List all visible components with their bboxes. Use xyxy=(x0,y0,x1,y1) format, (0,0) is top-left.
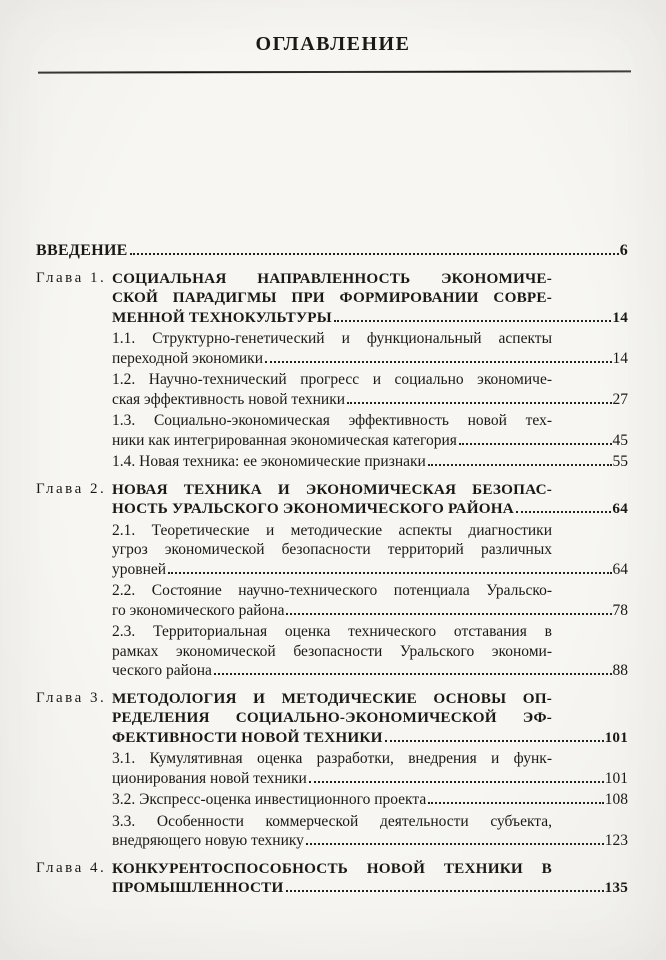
toc-entry-indent xyxy=(36,622,112,681)
toc-entry-body xyxy=(112,329,628,368)
toc-entry-line: внедряющего новую технику xyxy=(112,832,304,849)
toc-entry-indent xyxy=(36,411,112,450)
toc-entry-line: го экономического района xyxy=(112,601,285,619)
toc-entry-line: 1.2. Научно-технический прогресс и социально экономиче- xyxy=(112,371,552,388)
page-number: 78 xyxy=(612,601,628,619)
toc-entry-indent xyxy=(36,581,112,620)
toc-entry-line: КОНКУРЕНТОСПОСОБНОСТЬ НОВОЙ ТЕХНИКИ В xyxy=(112,859,552,877)
toc-entry-body xyxy=(112,452,628,472)
toc-entry-line: МЕННОЙ ТЕХНОКУЛЬТУРЫ xyxy=(112,308,332,326)
toc-entry-line: СОЦИАЛЬНАЯ НАПРАВЛЕННОСТЬ ЭКОНОМИЧЕ- xyxy=(112,269,552,287)
toc-entry-line: ФЕКТИВНОСТИ НОВОЙ ТЕХНИКИ xyxy=(112,728,383,746)
toc-entry-line: 3.1. Кумулятивная оценка разработки, внедрения и функ- xyxy=(112,750,552,767)
dot-leader xyxy=(306,843,604,845)
toc-entry-last-line xyxy=(112,661,628,681)
toc-entry-line: ПРОМЫШЛЕННОСТИ xyxy=(112,879,284,896)
toc-entry xyxy=(36,812,628,851)
toc-entry-line: 3.3. Особенности коммерческой деятельности субъекта, xyxy=(112,812,552,830)
toc-entry xyxy=(36,790,628,810)
toc-entry-chapter-label: Глава 4. xyxy=(36,859,107,876)
toc-entry-body xyxy=(112,790,628,810)
toc-entry-chapter-label: Глава 3. xyxy=(36,689,107,706)
toc-entry-line: ники как интегрированная экономическая категория xyxy=(112,431,457,449)
dot-leader xyxy=(347,402,611,404)
toc-entry xyxy=(36,749,628,788)
dot-leader xyxy=(428,802,604,804)
toc-entry xyxy=(36,241,628,261)
toc-entry-line: 2.2. Состояние научно-технического потенциала Уральско- xyxy=(112,582,552,599)
dot-leader xyxy=(214,673,612,675)
toc-entry-line: НОВАЯ ТЕХНИКА И ЭКОНОМИЧЕСКАЯ БЕЗОПАС- xyxy=(112,480,552,498)
dot-leader xyxy=(168,572,611,574)
toc-entry-last-line xyxy=(112,601,628,621)
toc-entry xyxy=(36,329,628,368)
toc-list xyxy=(36,241,628,898)
toc-entry-indent xyxy=(36,370,112,409)
toc-entry-line: РЕДЕЛЕНИЯ СОЦИАЛЬНО-ЭКОНОМИЧЕСКОЙ ЭФ- xyxy=(112,709,552,726)
dot-leader xyxy=(286,890,604,892)
title-rule xyxy=(38,70,631,73)
toc-entry-last-line xyxy=(112,308,628,328)
toc-entry xyxy=(36,581,628,620)
toc-entry-line: 2.3. Территориальная оценка технического отставания в xyxy=(112,623,552,640)
page-number: 45 xyxy=(612,431,628,449)
toc-entry xyxy=(36,411,628,450)
toc-entry-line: переходной экономики xyxy=(112,349,263,367)
toc-entry-line: 1.4. Новая техника: ее экономические признаки xyxy=(112,453,426,470)
toc-entry-body xyxy=(112,749,628,788)
toc-entry-last-line xyxy=(112,499,628,519)
dot-leader xyxy=(286,613,611,615)
toc-entry xyxy=(36,452,628,472)
page-number: 101 xyxy=(604,728,628,746)
page-title: ОГЛАВЛЕНИЕ xyxy=(255,33,411,55)
page-number: 64 xyxy=(612,560,628,578)
page-number: 55 xyxy=(612,453,628,470)
toc-entry xyxy=(36,480,628,519)
toc-entry-body xyxy=(36,241,628,261)
toc-entry-chapter-label: Глава 2. xyxy=(36,480,107,497)
page-number: 135 xyxy=(604,879,628,896)
toc-entry-line: НОСТЬ УРАЛЬСКОГО ЭКОНОМИЧЕСКОГО РАЙОНА xyxy=(112,500,514,517)
toc-entry-body xyxy=(112,411,628,450)
toc-entry-line: ВВЕДЕНИЕ xyxy=(36,242,128,259)
toc-entry-line: ционирования новой техники xyxy=(112,769,307,787)
dot-leader xyxy=(309,781,604,783)
page-number: 14 xyxy=(612,308,628,326)
dot-leader xyxy=(459,443,612,445)
toc-entry-body xyxy=(112,521,628,580)
toc-entry-chapter-label: Глава 1. xyxy=(36,269,107,286)
page-number: 6 xyxy=(619,242,628,259)
toc-entry xyxy=(36,521,628,580)
dot-leader xyxy=(428,464,612,466)
page-number: 14 xyxy=(612,349,628,367)
toc-entry-last-line xyxy=(36,241,628,261)
toc-entry-line: МЕТОДОЛОГИЯ И МЕТОДИЧЕСКИЕ ОСНОВЫ ОП- xyxy=(112,689,552,707)
toc-entry-last-line xyxy=(112,431,628,451)
toc-entry-indent xyxy=(36,452,112,472)
toc-entry-indent xyxy=(36,521,112,580)
toc-entry-line: рамках экономической безопасности Уральского экономи- xyxy=(112,642,552,660)
toc-entry-line: 1.1. Структурно-генетический и функциональный аспекты xyxy=(112,330,552,347)
toc-entry-indent xyxy=(36,790,112,810)
dot-leader xyxy=(265,361,612,363)
toc-entry xyxy=(36,269,628,328)
toc-entry-last-line xyxy=(112,769,628,789)
toc-entry-indent xyxy=(36,812,112,851)
toc-entry-line: угроз экономической безопасности территорий различных xyxy=(112,541,552,558)
page-number: 101 xyxy=(604,769,628,787)
toc-entry xyxy=(36,689,628,748)
toc-entry-line: 2.1. Теоретические и методические аспекты диагностики xyxy=(112,521,552,539)
toc-entry-line: 1.3. Социально-экономическая эффективность новой тех- xyxy=(112,412,552,429)
page-number: 123 xyxy=(604,832,628,849)
toc-entry-last-line xyxy=(112,452,628,472)
page-number: 108 xyxy=(604,791,628,808)
toc-entry-body xyxy=(112,269,628,328)
toc-entry-last-line xyxy=(112,728,628,748)
page-number: 88 xyxy=(612,662,628,679)
page-number: 27 xyxy=(612,390,628,408)
toc-entry-last-line xyxy=(112,560,628,580)
toc-entry-line: ческого района xyxy=(112,662,212,679)
toc-entry-body xyxy=(112,689,628,748)
toc-entry-last-line xyxy=(112,878,628,898)
toc-entry-indent xyxy=(36,749,112,788)
toc-entry xyxy=(36,370,628,409)
toc-entry-body xyxy=(112,480,628,519)
toc-entry-last-line xyxy=(112,390,628,410)
toc-entry-body xyxy=(112,622,628,681)
toc-entry xyxy=(36,859,628,898)
toc-entry-body xyxy=(112,812,628,851)
toc-entry-line: уровней xyxy=(112,560,167,578)
dot-leader xyxy=(334,320,612,322)
toc-entry-body xyxy=(112,859,628,898)
toc-entry-last-line xyxy=(112,790,628,810)
page-number: 64 xyxy=(612,500,628,517)
toc-entry-indent xyxy=(36,329,112,368)
toc-entry-line: 3.2. Экспресс-оценка инвестиционного проекта xyxy=(112,791,427,808)
dot-leader xyxy=(516,511,612,513)
toc-entry-last-line xyxy=(112,831,628,851)
toc-entry-body xyxy=(112,370,628,409)
dot-leader xyxy=(385,740,604,742)
toc-entry-line: СКОЙ ПАРАДИГМЫ ПРИ ФОРМИРОВАНИИ СОВРЕ- xyxy=(112,289,552,306)
toc-entry-body xyxy=(112,581,628,620)
dot-leader xyxy=(130,253,619,255)
toc-entry-line: ская эффективность новой техники xyxy=(112,390,346,408)
toc-entry xyxy=(36,622,628,681)
toc-entry-last-line xyxy=(112,349,628,369)
